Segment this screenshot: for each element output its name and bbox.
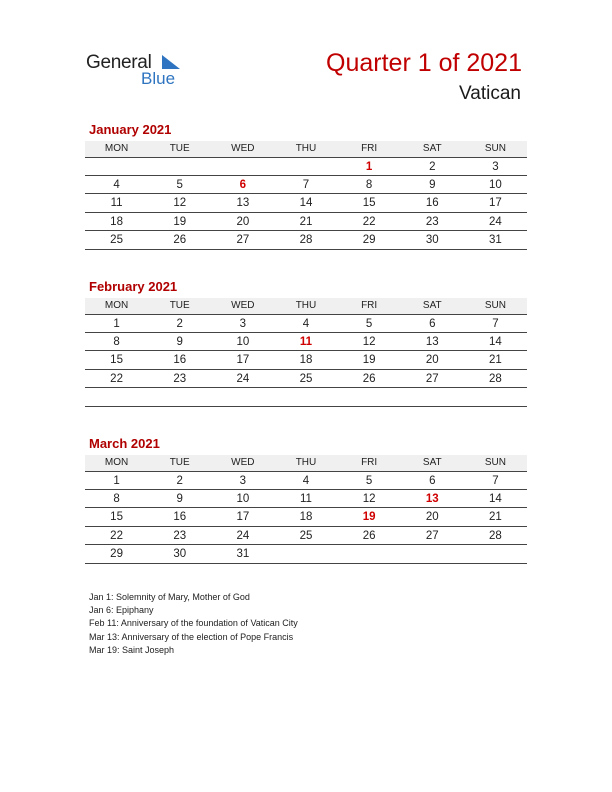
day-cell: 23 <box>173 529 187 542</box>
week-row <box>85 351 527 370</box>
month-weeks <box>85 157 527 250</box>
day-cell: 25 <box>110 234 123 246</box>
day-cell: 10 <box>236 335 250 348</box>
day-cell: 4 <box>302 475 310 487</box>
day-cell: 6 <box>239 178 247 191</box>
day-cell: 11 <box>300 492 312 505</box>
weekday-label: THU <box>295 457 317 468</box>
day-cell <box>274 388 337 406</box>
weekday-label: WED <box>231 143 255 154</box>
page-title: Quarter 1 of 2021 <box>326 49 522 77</box>
day-cell <box>464 545 527 563</box>
weekday-label: TUE <box>169 300 190 311</box>
weekday-label: THU <box>295 143 317 154</box>
holiday-note: Mar 19: Saint Joseph <box>89 644 175 655</box>
weekday-label: MON <box>104 143 129 154</box>
weekday-label: MON <box>104 457 129 468</box>
day-cell: 1 <box>113 475 120 487</box>
day-cell: 26 <box>362 372 376 385</box>
week-row <box>85 176 527 195</box>
weekday-label: SUN <box>484 143 506 154</box>
brand-logo <box>86 52 186 92</box>
day-cell: 21 <box>299 215 313 228</box>
day-cell: 9 <box>176 335 183 348</box>
week-row <box>85 314 527 333</box>
day-cell: 15 <box>362 197 376 209</box>
day-cell: 12 <box>362 492 376 505</box>
day-cell: 24 <box>236 372 250 385</box>
day-cell <box>464 388 527 406</box>
weekday-label: MON <box>104 300 129 311</box>
day-cell: 18 <box>299 511 313 523</box>
day-cell: 27 <box>425 372 439 385</box>
day-cell: 2 <box>176 318 183 330</box>
weekday-header <box>85 141 527 157</box>
day-cell: 9 <box>429 178 436 191</box>
day-cell: 17 <box>489 197 502 209</box>
day-cell: 15 <box>110 511 123 523</box>
week-row <box>85 545 527 564</box>
day-cell <box>401 388 464 406</box>
day-cell: 27 <box>236 234 250 246</box>
weekday-label: FRI <box>361 457 378 468</box>
day-cell <box>211 388 274 406</box>
day-cell: 30 <box>173 548 187 560</box>
week-row <box>85 213 527 232</box>
month-title: February 2021 <box>89 279 178 294</box>
month-weeks <box>85 314 527 407</box>
day-cell: 1 <box>365 161 373 173</box>
day-cell: 20 <box>425 511 439 523</box>
week-row <box>85 527 527 546</box>
week-row <box>85 490 527 509</box>
day-cell <box>401 545 464 563</box>
day-cell: 9 <box>176 492 183 505</box>
week-row <box>85 388 527 407</box>
holiday-note: Jan 1: Solemnity of Mary, Mother of God <box>89 592 250 602</box>
day-cell: 19 <box>362 354 376 366</box>
day-cell: 4 <box>113 178 120 191</box>
day-cell: 24 <box>489 215 502 228</box>
day-cell: 8 <box>365 178 373 191</box>
week-row <box>85 508 527 527</box>
weekday-label: THU <box>295 300 317 311</box>
day-cell: 19 <box>173 215 187 228</box>
weekday-label: WED <box>231 457 255 468</box>
week-row <box>85 194 527 213</box>
day-cell: 15 <box>110 354 123 366</box>
day-cell: 7 <box>492 475 499 487</box>
day-cell: 25 <box>299 372 313 385</box>
day-cell: 12 <box>362 335 376 348</box>
day-cell: 22 <box>362 215 376 228</box>
logo-word-blue: Blue <box>141 69 176 88</box>
day-cell: 4 <box>302 318 310 330</box>
day-cell: 2 <box>176 475 183 487</box>
day-cell: 3 <box>239 318 247 330</box>
month-march <box>85 436 527 564</box>
week-row <box>85 333 527 352</box>
day-cell: 11 <box>299 335 313 348</box>
day-cell: 13 <box>236 197 250 209</box>
weekday-label: SAT <box>422 457 442 468</box>
logo-word-general: General <box>86 52 152 73</box>
day-cell: 30 <box>425 234 439 246</box>
weekday-label: SAT <box>422 143 442 154</box>
day-cell: 21 <box>489 511 502 523</box>
day-cell: 31 <box>489 234 502 246</box>
weekday-label: SUN <box>484 457 506 468</box>
day-cell: 1 <box>113 318 120 330</box>
day-cell: 8 <box>113 335 120 348</box>
weekday-label: FRI <box>361 300 378 311</box>
day-cell: 11 <box>110 197 123 209</box>
day-cell: 31 <box>236 548 250 560</box>
weekday-header <box>85 298 527 314</box>
day-cell <box>85 388 148 406</box>
day-cell: 28 <box>489 529 502 542</box>
day-cell: 6 <box>429 475 436 487</box>
day-cell: 3 <box>239 475 247 487</box>
day-cell: 5 <box>176 178 183 191</box>
weekday-label: WED <box>231 300 255 311</box>
holiday-note: Feb 11: Anniversary of the foundation of Vatican City <box>89 618 298 629</box>
day-cell: 21 <box>489 354 502 366</box>
day-cell: 10 <box>236 492 250 505</box>
month-weeks <box>85 471 527 564</box>
day-cell: 28 <box>299 234 313 246</box>
day-cell: 7 <box>492 318 499 330</box>
day-cell <box>148 158 211 175</box>
week-row <box>85 370 527 389</box>
month-january <box>85 122 527 250</box>
day-cell: 13 <box>425 492 439 505</box>
day-cell: 7 <box>302 178 310 191</box>
day-cell: 22 <box>110 372 123 385</box>
holiday-notes <box>89 591 298 657</box>
day-cell: 18 <box>110 215 123 228</box>
day-cell: 29 <box>362 234 376 246</box>
day-cell: 8 <box>113 492 120 505</box>
day-cell: 14 <box>489 492 502 505</box>
day-cell: 25 <box>299 529 313 542</box>
day-cell: 20 <box>425 354 439 366</box>
day-cell: 6 <box>429 318 436 330</box>
day-cell: 23 <box>173 372 187 385</box>
weekday-header <box>85 455 527 471</box>
day-cell: 14 <box>299 197 313 209</box>
weekday-label: SAT <box>422 300 442 311</box>
day-cell <box>274 158 337 175</box>
day-cell: 23 <box>425 215 439 228</box>
month-february <box>85 279 527 407</box>
day-cell: 17 <box>236 354 250 366</box>
day-cell: 24 <box>236 529 250 542</box>
weekday-label: FRI <box>361 143 378 154</box>
day-cell: 26 <box>173 234 187 246</box>
day-cell <box>274 545 337 563</box>
day-cell: 17 <box>236 511 250 523</box>
weekday-label: SUN <box>484 300 506 311</box>
day-cell: 10 <box>489 178 502 191</box>
week-row <box>85 157 527 176</box>
day-cell: 28 <box>489 372 502 385</box>
weekday-label: TUE <box>169 143 190 154</box>
day-cell: 2 <box>429 161 436 173</box>
day-cell: 12 <box>173 197 187 209</box>
day-cell: 16 <box>425 197 439 209</box>
day-cell: 3 <box>492 161 499 173</box>
day-cell <box>211 158 274 175</box>
weekday-label: TUE <box>169 457 190 468</box>
week-row <box>85 471 527 490</box>
day-cell: 27 <box>425 529 439 542</box>
day-cell: 13 <box>425 335 439 348</box>
month-title: March 2021 <box>89 436 160 451</box>
day-cell: 26 <box>362 529 376 542</box>
day-cell: 29 <box>110 548 123 560</box>
day-cell: 20 <box>236 215 250 228</box>
day-cell <box>338 545 401 563</box>
day-cell <box>85 158 148 175</box>
day-cell <box>338 388 401 406</box>
day-cell: 5 <box>365 475 373 487</box>
day-cell: 22 <box>110 529 123 542</box>
month-title: January 2021 <box>89 122 172 137</box>
day-cell <box>148 388 211 406</box>
week-row <box>85 231 527 250</box>
country-name: Vatican <box>459 83 521 104</box>
holiday-note: Mar 13: Anniversary of the election of Pope Francis <box>89 631 294 642</box>
day-cell: 18 <box>299 354 313 366</box>
day-cell: 5 <box>365 318 373 330</box>
flag-icon <box>160 55 180 71</box>
holiday-note: Jan 6: Epiphany <box>89 605 154 616</box>
day-cell: 16 <box>173 511 187 523</box>
day-cell: 19 <box>362 511 376 523</box>
day-cell: 14 <box>489 335 502 348</box>
day-cell: 16 <box>173 354 187 366</box>
